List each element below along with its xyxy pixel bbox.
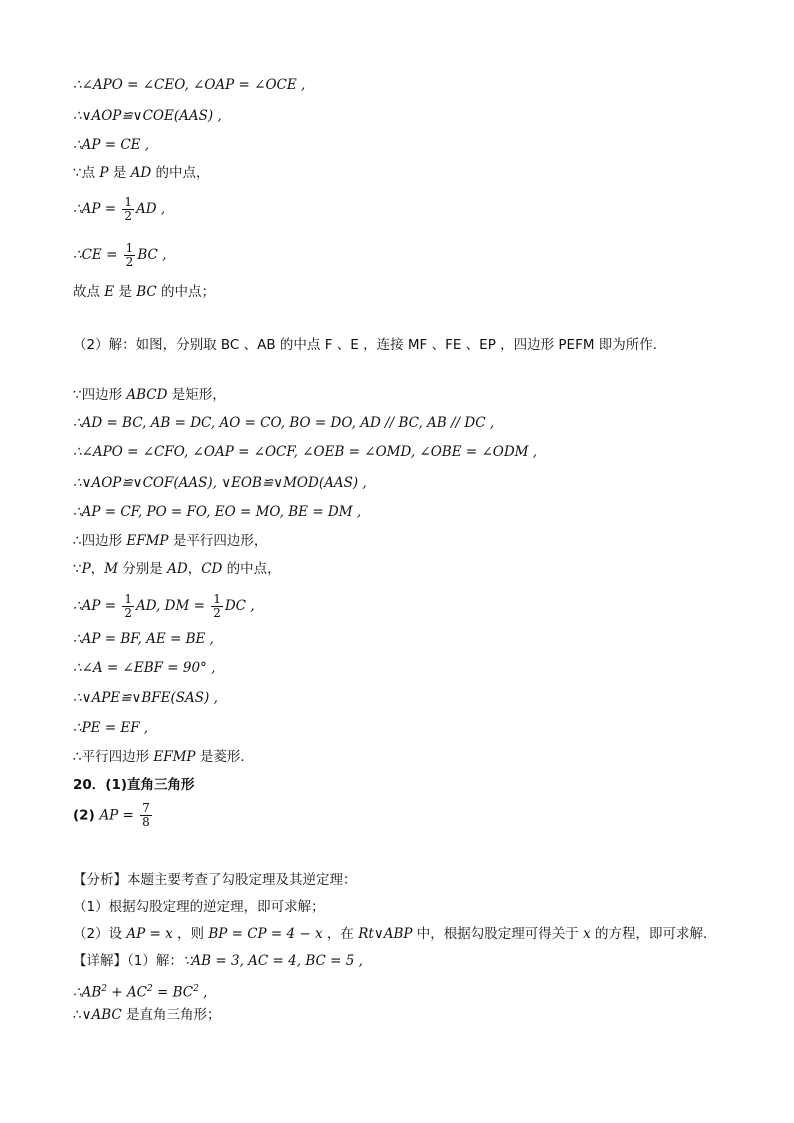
fraction-denominator: 2 (213, 606, 221, 620)
equation-text: = BC (152, 984, 194, 1001)
proof-line (73, 719, 148, 737)
fraction-denominator: 2 (124, 209, 132, 223)
text-segment: ，则 (172, 926, 209, 942)
question-answer-heading (73, 776, 195, 794)
fraction-numerator: 1 (125, 241, 134, 255)
fraction (140, 802, 152, 829)
fraction (122, 196, 134, 223)
equation-text: ∴AB (73, 984, 102, 1001)
text-segment: 的方程，即可求解． (590, 926, 717, 942)
equation-text: ∴AP = CF, PO = FO, EO = MO, BE = DM , (73, 504, 362, 520)
text-segment: （1）根据勾股定理的逆定理，即可求解； (73, 899, 325, 915)
fraction (211, 593, 223, 620)
proof-line (73, 336, 666, 354)
proof-line (73, 76, 305, 94)
math-segment: E (104, 284, 115, 300)
math-segment: BC (136, 284, 157, 300)
math-segment: AD (167, 561, 188, 577)
text-segment: ，在 (322, 926, 359, 942)
equation-text: ∴AD = BC, AB = DC, AO = CO, BO = DO, AD // BC, AB // DC , (73, 415, 495, 431)
equation-text: + AC (107, 984, 147, 1001)
text-segment: （2）解：如图，分别取 BC 、AB 的中点 F 、E ，连接 MF 、FE 、EP ，四边形 PEFM 即为所作． (73, 337, 667, 353)
exponent: 2 (146, 984, 153, 994)
proof-line (73, 980, 207, 1002)
math-segment: AD (130, 165, 152, 181)
text-segment: 是 (108, 165, 131, 181)
proof-line (73, 136, 149, 154)
text-segment: ∴∨ (73, 1007, 92, 1023)
text-segment: ， (187, 561, 202, 577)
equation-text: ∴∨APE≌∨BFE(SAS) , (73, 690, 218, 706)
math-segment: Rt∨ABP (358, 926, 413, 942)
text-segment: 【详解】（1）解： (73, 953, 183, 969)
text-segment: 是菱形． (195, 749, 254, 765)
fraction (122, 593, 134, 620)
detail-heading (73, 952, 363, 970)
text-segment: 20．(1)直角三角形 (73, 777, 195, 793)
math-segment: ∵AB = 3, AC = 4, BC = 5 , (182, 953, 363, 969)
fraction-numerator: 1 (124, 592, 132, 606)
equation-text: , (198, 984, 208, 1001)
analysis-line (73, 925, 716, 943)
text-segment: 的中点， (151, 165, 210, 181)
equation-text: ∴PE = EF , (73, 720, 149, 736)
text-segment: 分别是 (118, 561, 168, 577)
text-segment: ∴四边形 (73, 533, 127, 549)
math-segment: AP = x (126, 926, 173, 942)
proof-line (73, 532, 267, 550)
proof-line (73, 503, 361, 521)
text-segment: (2) (73, 807, 100, 824)
text-segment: 的中点， (222, 561, 281, 577)
fraction-numerator: 1 (124, 195, 132, 209)
math-segment: ABC (91, 1007, 122, 1023)
text-segment: 是平行四边形， (168, 533, 268, 549)
fraction-numerator: 1 (213, 592, 221, 606)
fraction-numerator: 7 (142, 801, 150, 815)
answer-line (73, 802, 154, 829)
equation-text: ∴AP = BF, AE = BE , (73, 631, 214, 647)
text-segment: ∴平行四边形 (73, 749, 154, 765)
equation-text: BC , (137, 247, 167, 263)
proof-line (73, 283, 215, 301)
proof-line (73, 560, 281, 578)
proof-line (73, 164, 209, 182)
math-segment: P (81, 561, 91, 577)
text-segment: 是直角三角形； (121, 1007, 221, 1023)
text-segment: ， (90, 561, 105, 577)
fraction-denominator: 8 (142, 815, 150, 829)
proof-line (73, 386, 226, 404)
analysis-line (73, 898, 325, 916)
proof-line (73, 659, 215, 677)
text-segment: 是矩形， (167, 387, 226, 403)
fraction-denominator: 2 (124, 606, 132, 620)
proof-line (73, 443, 537, 461)
fraction-denominator: 2 (125, 255, 134, 269)
equation-text: ∴∠APO = ∠CFO, ∠OAP = ∠OCF, ∠OEB = ∠OMD, ∠OBE = ∠ODM , (73, 444, 538, 460)
proof-line (73, 1006, 221, 1024)
text-segment: 的中点； (156, 284, 216, 300)
equation-text: ∴AP = (73, 598, 121, 614)
proof-line (73, 593, 255, 620)
equation-text: ∴∠APO = ∠CEO, ∠OAP = ∠OCE , (73, 77, 306, 93)
math-segment: EFMP (153, 749, 196, 765)
exponent: 2 (101, 984, 107, 994)
proof-line (73, 196, 165, 223)
text-segment: 中，根据勾股定理可得关于 (412, 926, 584, 942)
analysis-heading (73, 871, 357, 889)
text-segment: （2）设 (73, 926, 127, 942)
text-segment: 【分析】本题主要考查了勾股定理及其逆定理： (73, 872, 357, 888)
exponent: 2 (193, 984, 199, 994)
math-segment: M (104, 561, 119, 577)
math-segment: EFMP (126, 533, 169, 549)
equation-text: ∴∨AOP≌∨COE(AAS) , (73, 108, 222, 124)
math-segment: BP = CP = 4 − x (208, 926, 323, 942)
math-segment: ABCD (126, 387, 168, 403)
equation-text: ∴∨AOP≌∨COF(AAS), ∨EOB≌∨MOD(AAS) , (73, 475, 367, 491)
text-segment: ∵四边形 (73, 387, 127, 403)
fraction (124, 242, 136, 269)
math-segment: CD (201, 561, 223, 577)
equation-text: DC , (224, 598, 255, 614)
text-segment: 是 (114, 284, 137, 300)
proof-line (73, 474, 367, 492)
equation-text: ∴AP = (73, 201, 121, 217)
text-segment: 故点 (73, 284, 105, 300)
equation-text: ∴CE = (73, 247, 122, 263)
proof-line (73, 414, 494, 432)
equation-text: AD, DM = (135, 598, 210, 614)
equation-text: ∴AP = CE , (73, 137, 150, 153)
proof-line (73, 748, 254, 766)
math-segment: AP = (99, 807, 139, 824)
proof-line (73, 630, 214, 648)
math-segment: P (99, 165, 109, 181)
proof-line (73, 107, 222, 125)
equation-text: AD , (135, 201, 166, 217)
proof-line (73, 689, 218, 707)
equation-text: ∴∠A = ∠EBF = 90° , (73, 660, 216, 676)
proof-line (73, 242, 166, 269)
text-segment: ∵点 (73, 165, 100, 181)
text-segment: ∵ (73, 561, 82, 577)
math-segment: x (583, 926, 591, 942)
